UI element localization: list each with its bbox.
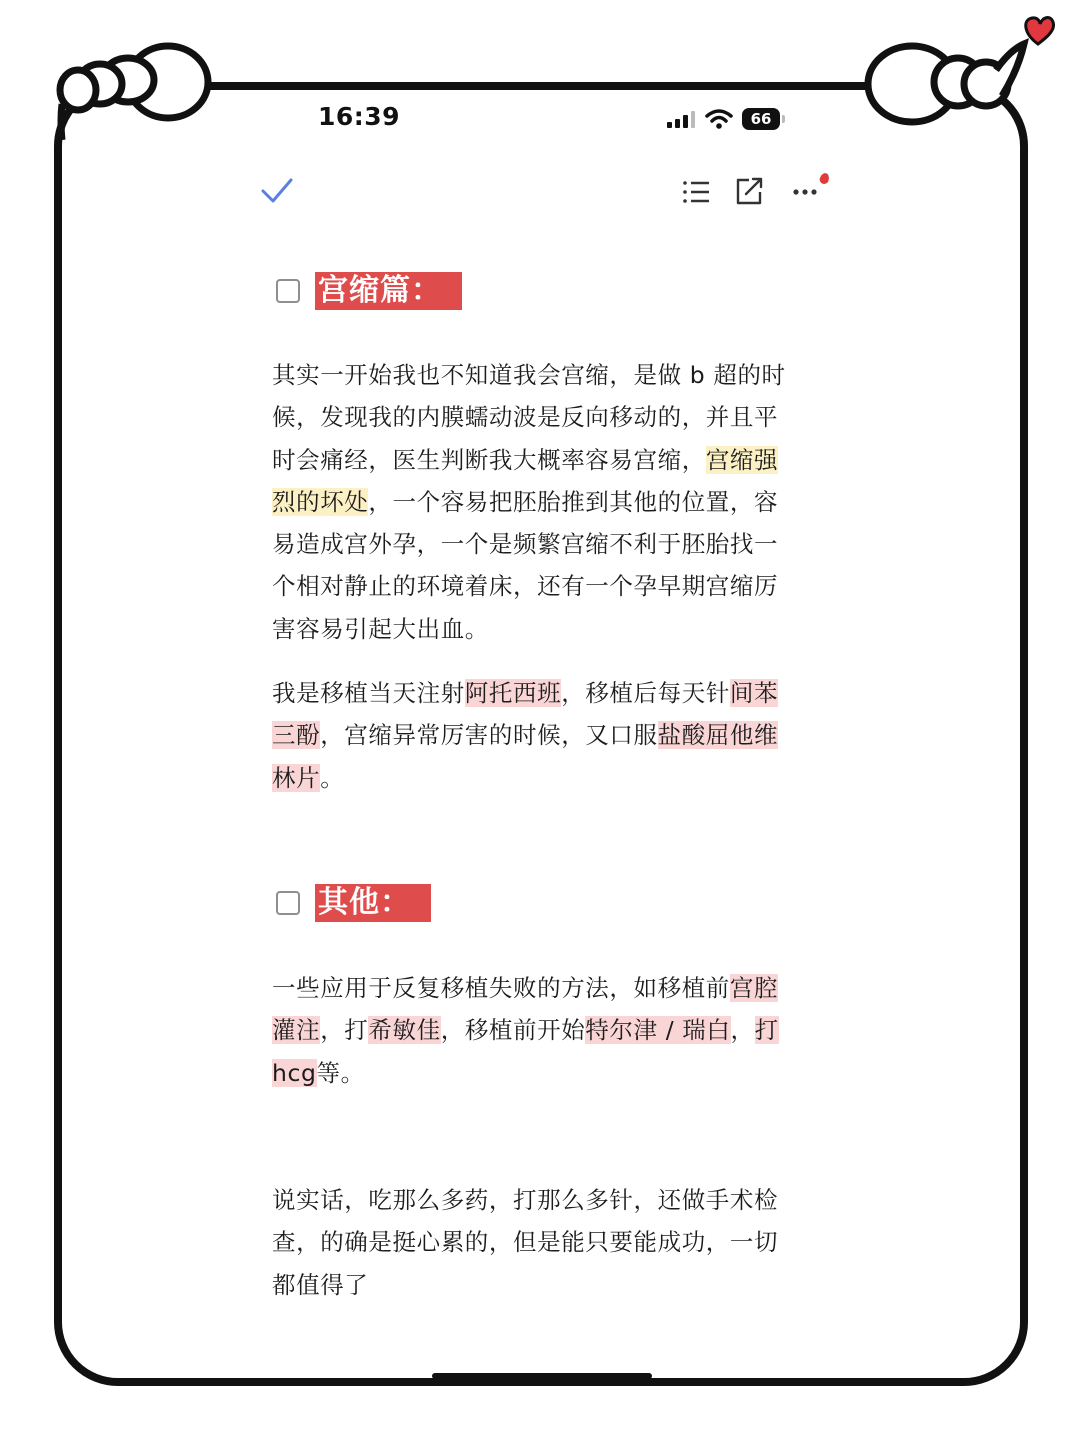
highlight-red: 阿托西班 [464, 679, 562, 707]
home-indicator[interactable] [432, 1373, 652, 1379]
left-hand-decoration [60, 46, 208, 118]
highlight-red: 间苯三酚 [272, 679, 779, 750]
highlight-red: 盐酸屈他维林片 [272, 721, 779, 792]
section-heading-others [276, 884, 431, 922]
highlight-red: 希敏佳 [368, 1016, 441, 1045]
text-run: ，打 [320, 1016, 369, 1045]
paragraph-others-methods [272, 967, 792, 1094]
text-run: ，移植前开始 [440, 1016, 586, 1045]
paragraph-closing: 说实话，吃那么多药，打那么多针，还做手术检查，的确是挺心累的，但是能只要能成功，一切都值得了 [272, 1186, 779, 1299]
more-dots-icon[interactable] [792, 186, 820, 198]
status-time: 16:39 [318, 102, 401, 131]
todo-checkbox[interactable] [276, 279, 300, 303]
highlight-red: 宫腔灌注 [272, 974, 779, 1045]
heart-icon [1026, 18, 1054, 44]
text-run: ，宫缩异常厉害的时候，又口服 [320, 721, 658, 750]
highlight-yellow: 宫缩强烈的坏处 [272, 445, 779, 516]
paragraph-contractions-intro [272, 354, 792, 650]
highlight-red: 打hcg [272, 1016, 779, 1087]
text-run: ，一个容易把胚胎推到其他的位置，容易造成宫外孕，一个是频繁宫缩不利于胚胎找一个相对静止的环境着床，还有一个孕早期宫缩厉害容易引起大出血。 [272, 487, 779, 643]
text-run: ，移植后每天针 [561, 679, 730, 707]
check-icon[interactable] [260, 176, 294, 206]
highlight-red: 特尔津 / 瑞白 [585, 1016, 731, 1045]
battery-indicator [742, 108, 780, 130]
battery-level: 66 [750, 110, 772, 128]
wifi-icon [705, 108, 733, 130]
heading-label: 宫缩篇： [315, 272, 462, 310]
text-run: 等。 [316, 1058, 365, 1087]
text-run: 。 [320, 763, 345, 792]
signal-icon [666, 109, 696, 129]
text-run: 我是移植当天注射 [272, 679, 465, 707]
share-edit-icon[interactable] [734, 176, 764, 206]
heading-label: 其他： [315, 884, 431, 922]
list-icon[interactable] [681, 178, 711, 206]
status-icons [666, 104, 780, 134]
left-arm-outline [61, 104, 62, 140]
todo-checkbox[interactable] [276, 891, 300, 915]
text-run: 其实一开始我也不知道我会宫缩，是做 b 超的时候，发现我的内膜蠕动波是反向移动的，并且平时会痛经，医生判断我大概率容易宫缩， [272, 361, 786, 474]
text-run: ， [730, 1016, 755, 1045]
text-run: 一些应用于反复移植失败的方法，如移植前 [272, 974, 730, 1002]
right-hand-decoration [868, 44, 1024, 122]
paragraph-contractions-meds [272, 672, 792, 799]
section-heading-contractions [276, 272, 462, 310]
